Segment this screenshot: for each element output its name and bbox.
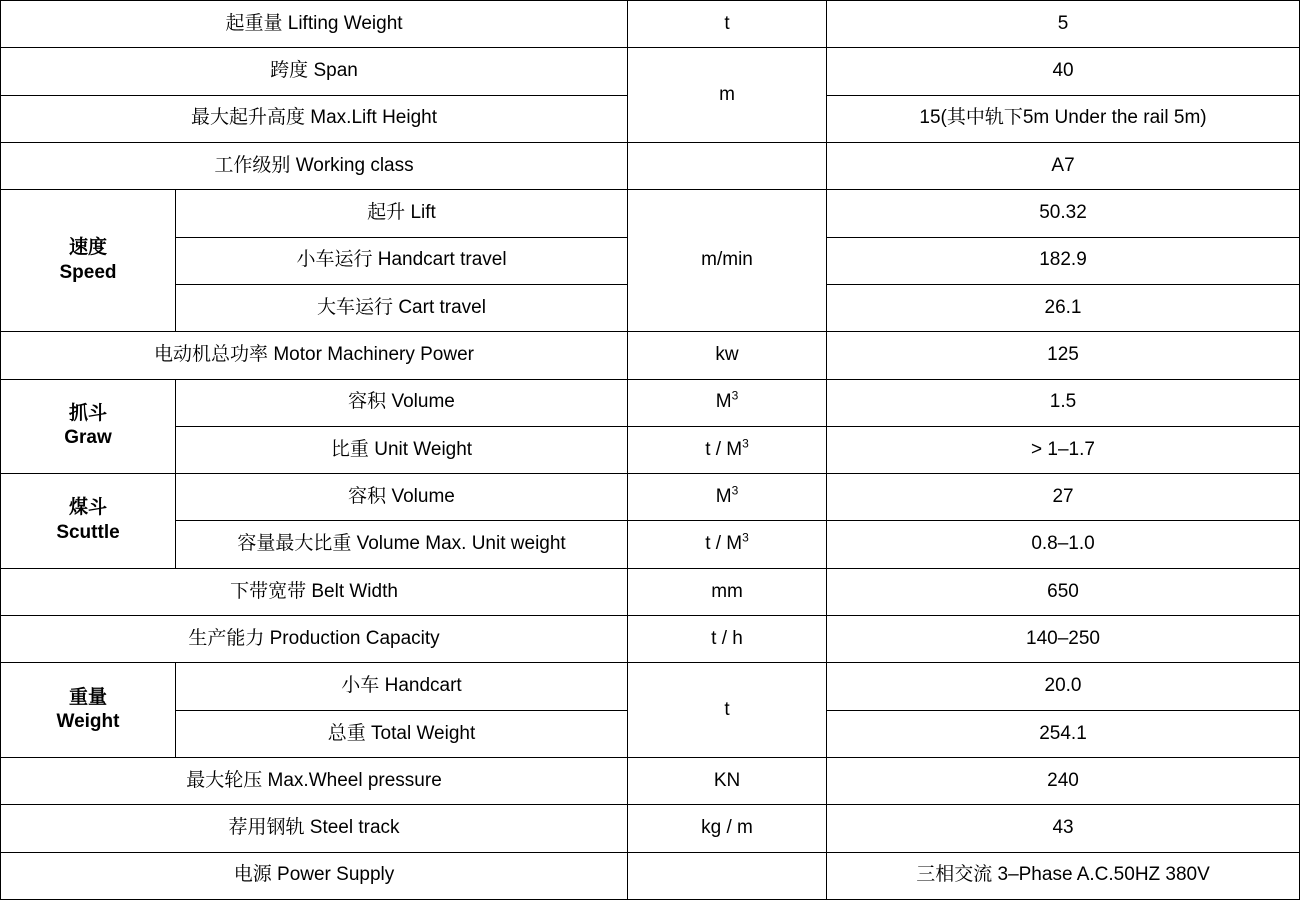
row-value-weight-handcart: 20.0 bbox=[827, 663, 1300, 710]
table-row bbox=[1, 616, 1300, 663]
row-unit-lifting-weight: t bbox=[628, 1, 827, 48]
row-label-production-capacity bbox=[1, 616, 628, 663]
row-label-en: Cart travel bbox=[398, 296, 486, 318]
row-label-en: Handcart bbox=[384, 675, 462, 697]
row-label-steel-track bbox=[1, 805, 628, 852]
row-label-en: Volume bbox=[391, 485, 455, 507]
unit-text: M bbox=[715, 485, 732, 507]
row-label-cn: 生产能力 bbox=[188, 627, 265, 649]
table-row bbox=[1, 805, 1300, 852]
table-body bbox=[1, 1, 1300, 900]
table-row bbox=[1, 758, 1300, 805]
table-row bbox=[1, 852, 1300, 899]
table-row bbox=[1, 568, 1300, 615]
unit-superscript: 3 bbox=[742, 436, 749, 451]
group-label-graw bbox=[1, 379, 176, 474]
row-label-cn: 工作级别 bbox=[214, 154, 291, 176]
row-value-graw-unit-weight: > 1–1.7 bbox=[827, 426, 1300, 473]
row-label-cn: 小车 bbox=[341, 675, 380, 697]
row-value-lifting-weight: 5 bbox=[827, 1, 1300, 48]
row-label-working-class bbox=[1, 142, 628, 189]
row-label-cn: 下带宽带 bbox=[230, 580, 307, 602]
row-unit-graw-unit-weight bbox=[628, 426, 827, 473]
row-label-en: Max.Wheel pressure bbox=[267, 769, 442, 791]
row-label-power-supply bbox=[1, 852, 628, 899]
row-label-weight-total bbox=[176, 710, 628, 757]
row-label-en: Max.Lift Height bbox=[310, 107, 438, 129]
row-label-lift bbox=[176, 190, 628, 237]
group-label-speed bbox=[1, 190, 176, 332]
row-label-en: Motor Machinery Power bbox=[273, 344, 474, 365]
group-label-cn: 抓斗 bbox=[68, 402, 107, 424]
row-label-handcart-travel bbox=[176, 237, 628, 284]
row-label-cn: 容量最大比重 bbox=[237, 533, 352, 555]
row-value-working-class: A7 bbox=[827, 142, 1300, 189]
row-label-cn: 跨度 bbox=[270, 60, 309, 82]
row-value-motor-power: 125 bbox=[827, 332, 1300, 379]
table-row bbox=[1, 426, 1300, 473]
row-value-scuttle-volume: 27 bbox=[827, 474, 1300, 521]
row-value-lift: 50.32 bbox=[827, 190, 1300, 237]
row-value-production-capacity: 140–250 bbox=[827, 616, 1300, 663]
row-label-cn: 起升 bbox=[367, 202, 406, 224]
group-label-scuttle bbox=[1, 474, 176, 569]
row-label-graw-unit-weight bbox=[176, 426, 628, 473]
table-row bbox=[1, 521, 1300, 568]
table-row bbox=[1, 474, 1300, 521]
row-unit-speed: m/min bbox=[628, 190, 827, 332]
group-label-weight bbox=[1, 663, 176, 758]
row-unit-scuttle-volume bbox=[628, 474, 827, 521]
row-value-graw-volume: 1.5 bbox=[827, 379, 1300, 426]
row-unit-steel-track: kg / m bbox=[628, 805, 827, 852]
row-label-en: Volume bbox=[391, 391, 455, 413]
row-unit-span-height: m bbox=[628, 48, 827, 143]
row-label-en: Steel track bbox=[309, 817, 400, 839]
table-row bbox=[1, 332, 1300, 379]
row-label-en: Belt Width bbox=[311, 580, 398, 602]
row-label-span bbox=[1, 48, 628, 95]
row-label-scuttle-max-unit-weight bbox=[176, 521, 628, 568]
row-value-steel-track: 43 bbox=[827, 805, 1300, 852]
row-value-belt-width: 650 bbox=[827, 568, 1300, 615]
row-label-cn: 电动机总功率 bbox=[154, 344, 269, 365]
row-label-en: Lifting Weight bbox=[287, 12, 403, 34]
row-label-cn: 起重量 bbox=[225, 12, 283, 34]
table-row bbox=[1, 1, 1300, 48]
row-label-en: Volume Max. Unit weight bbox=[356, 533, 566, 555]
group-label-en: Scuttle bbox=[56, 521, 120, 543]
unit-text: t / M bbox=[705, 438, 743, 460]
row-unit-max-wheel-pressure: KN bbox=[628, 758, 827, 805]
unit-text: t / M bbox=[705, 533, 743, 555]
unit-text: M bbox=[715, 391, 732, 413]
row-label-cn: 荐用钢轨 bbox=[228, 817, 305, 839]
row-unit-belt-width: mm bbox=[628, 568, 827, 615]
row-label-cn: 小车运行 bbox=[296, 249, 373, 271]
row-value-weight-total: 254.1 bbox=[827, 710, 1300, 757]
row-label-scuttle-volume bbox=[176, 474, 628, 521]
group-label-cn: 煤斗 bbox=[68, 497, 107, 519]
group-label-en: Speed bbox=[59, 261, 117, 283]
group-label-cn: 速度 bbox=[68, 237, 107, 259]
unit-superscript: 3 bbox=[742, 530, 749, 545]
row-label-en: Span bbox=[313, 60, 358, 82]
row-label-cn: 最大起升高度 bbox=[190, 107, 305, 129]
table-row bbox=[1, 190, 1300, 237]
group-label-cn: 重量 bbox=[68, 686, 107, 708]
unit-superscript: 3 bbox=[731, 483, 739, 498]
row-label-lifting-weight bbox=[1, 1, 628, 48]
row-label-cn: 电源 bbox=[233, 864, 272, 886]
row-label-cn: 最大轮压 bbox=[186, 769, 263, 791]
row-value-max-wheel-pressure: 240 bbox=[827, 758, 1300, 805]
row-label-cn: 大车运行 bbox=[317, 296, 394, 318]
table-row bbox=[1, 142, 1300, 189]
row-label-motor-power bbox=[1, 332, 628, 379]
row-label-graw-volume bbox=[176, 379, 628, 426]
table-row bbox=[1, 379, 1300, 426]
row-label-en: Power Supply bbox=[277, 864, 395, 886]
row-label-belt-width bbox=[1, 568, 628, 615]
group-label-en: Weight bbox=[56, 711, 120, 733]
row-unit-power-supply bbox=[628, 852, 827, 899]
row-unit-motor-power: kw bbox=[628, 332, 827, 379]
row-unit-weight: t bbox=[628, 663, 827, 758]
row-value-handcart-travel: 182.9 bbox=[827, 237, 1300, 284]
row-label-cn: 容积 bbox=[348, 391, 387, 413]
row-label-en: Total Weight bbox=[371, 722, 476, 744]
table-row bbox=[1, 663, 1300, 710]
row-unit-graw-volume bbox=[628, 379, 827, 426]
row-label-en: Working class bbox=[295, 154, 414, 176]
row-label-max-lift-height bbox=[1, 95, 628, 142]
row-label-max-wheel-pressure bbox=[1, 758, 628, 805]
row-label-cn: 容积 bbox=[348, 485, 387, 507]
row-label-en: Production Capacity bbox=[269, 627, 440, 649]
table-row bbox=[1, 48, 1300, 95]
row-unit-working-class bbox=[628, 142, 827, 189]
row-label-en: Lift bbox=[410, 202, 436, 224]
row-label-en: Handcart travel bbox=[377, 249, 507, 271]
row-value-scuttle-max-unit-weight: 0.8–1.0 bbox=[827, 521, 1300, 568]
row-label-cn: 总重 bbox=[327, 722, 366, 744]
row-label-cart-travel bbox=[176, 284, 628, 331]
unit-superscript: 3 bbox=[731, 388, 739, 403]
row-value-max-lift-height: 15(其中轨下5m Under the rail 5m) bbox=[827, 95, 1300, 142]
row-label-weight-handcart bbox=[176, 663, 628, 710]
row-unit-production-capacity: t / h bbox=[628, 616, 827, 663]
group-label-en: Graw bbox=[64, 427, 112, 449]
row-value-cart-travel: 26.1 bbox=[827, 284, 1300, 331]
row-unit-scuttle-max-unit-weight bbox=[628, 521, 827, 568]
row-value-power-supply: 三相交流 3–Phase A.C.50HZ 380V bbox=[827, 852, 1300, 899]
row-label-cn: 比重 bbox=[330, 438, 369, 460]
row-label-en: Unit Weight bbox=[374, 438, 473, 460]
row-value-span: 40 bbox=[827, 48, 1300, 95]
